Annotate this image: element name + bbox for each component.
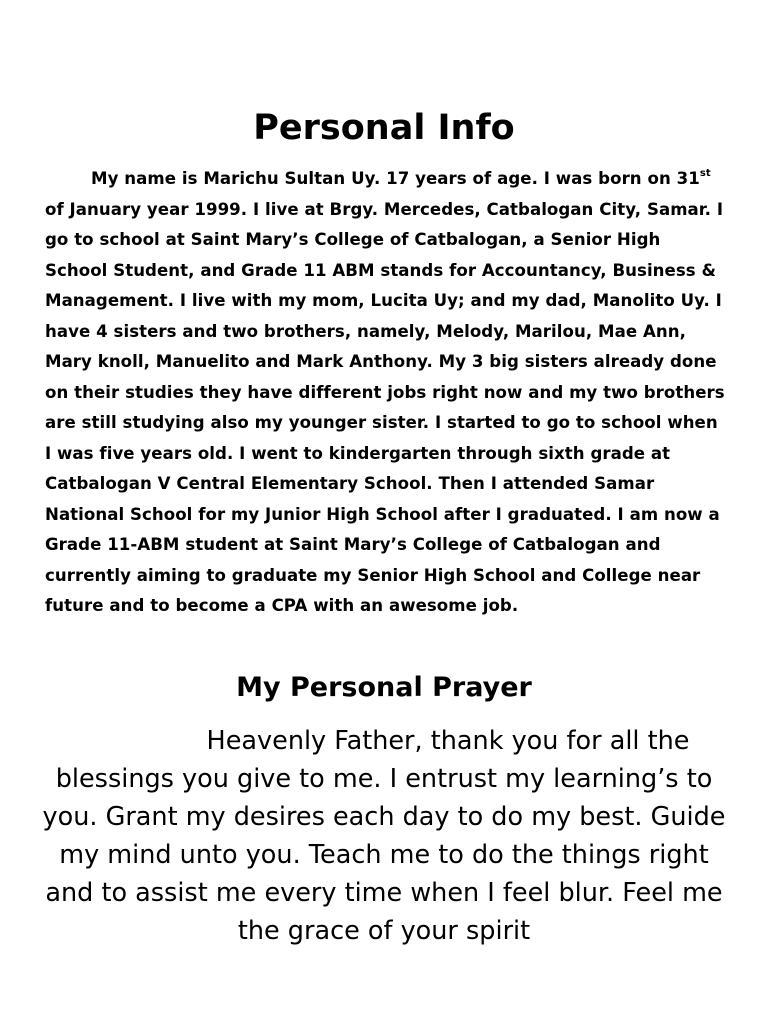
prayer-text: Heavenly Father, thank you for all the blessings you give to me. I entrust my learning’s to you. Grant my desires each day to do my best. Guide my mind unto you. Teach me to do the things right and to assist me every time when I feel blur. Feel me the grace of your spirit [42, 726, 726, 946]
info-text-start: My name is Marichu Sultan Uy. 17 years of age. I was born on 31 [91, 169, 700, 188]
page-title: Personal Info [253, 108, 515, 148]
prayer-paragraph [40, 722, 728, 950]
personal-info-paragraph [45, 164, 725, 622]
ordinal-suffix: st [699, 168, 711, 179]
prayer-heading: My Personal Prayer [236, 672, 532, 703]
info-text-rest: of January year 1999. I live at Brgy. Mercedes, Catbalogan City, Samar. I go to school at Saint Mary’s College of Catbalogan, a Senior High School Student, and Grade 11 ABM stands for Accountancy, Business & Management. I live with my mom, Lucita Uy; and my dad, Manolito Uy. I have 4 sisters and two brothers, namely, Melody, Marilou, Mae Ann, Mary knoll, Manuelito and Mark Anthony. My 3 big sisters already done on their studies they have different jobs right now and my two brothers are still studying also my younger sister. I started to go to school when I was five years old. I went to kindergarten through sixth grade at Catbalogan V Central Elementary School. Then I attended Samar National School for my Junior High School after I graduated. I am now a Grade 11-ABM student at Saint Mary’s College of Catbalogan and currently aiming to graduate my Senior High School and College near future and to become a CPA with an awesome job. [45, 199, 725, 615]
